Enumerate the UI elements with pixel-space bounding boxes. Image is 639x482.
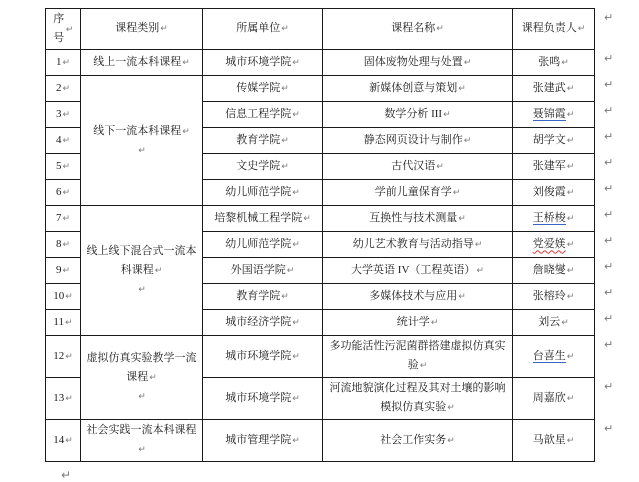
leader-cell[interactable] (513, 128, 595, 154)
pilcrow-icon: ↵ (149, 373, 157, 383)
department-cell[interactable] (203, 206, 323, 232)
pilcrow-icon: ↵ (62, 83, 71, 94)
pilcrow-icon: ↵ (604, 380, 614, 393)
pilcrow-icon: ↵ (604, 422, 614, 435)
leader-cell[interactable] (513, 154, 595, 180)
course-name-cell[interactable] (323, 378, 513, 420)
cell-text: 幼儿师范学院 (225, 185, 292, 198)
row-number-cell[interactable] (46, 310, 81, 336)
pilcrow-icon: ↵ (577, 24, 586, 34)
pilcrow-icon: ↵ (452, 187, 461, 198)
cell-text: 线下一流本科课程 (93, 124, 182, 137)
cell-text: 互换性与技术测量 (369, 211, 458, 224)
cell-text: 教育学院 (236, 289, 281, 302)
row-number-cell[interactable] (46, 154, 81, 180)
leader-name: 张鸣 (538, 55, 561, 68)
leader-cell[interactable] (513, 180, 595, 206)
course-name-cell[interactable] (323, 128, 513, 154)
cell-text: 培黎机械工程学院 (214, 211, 303, 224)
pilcrow-icon: ↵ (474, 239, 483, 250)
leader-name: 聂锦霞 (532, 107, 566, 120)
pilcrow-icon: ↵ (604, 52, 614, 65)
course-name-cell[interactable] (323, 310, 513, 336)
cell-text: 4 (55, 133, 62, 146)
leader-cell[interactable] (513, 258, 595, 284)
cell-text: 城市管理学院 (225, 433, 292, 446)
pilcrow-icon: ↵ (138, 445, 146, 455)
pilcrow-icon: ↵ (604, 338, 614, 351)
cell-text: 社会实践一流本科课程 (86, 424, 197, 436)
leader-name: 刘云 (538, 315, 561, 328)
pilcrow-icon: ↵ (182, 126, 190, 137)
table-row (46, 50, 595, 76)
pilcrow-icon: ↵ (62, 213, 71, 224)
leader-name: 张建武 (532, 81, 566, 94)
cell-text: 幼儿艺术教育与活动指导 (352, 237, 474, 250)
row-number-cell[interactable] (46, 336, 81, 378)
row-number-cell[interactable] (46, 180, 81, 206)
pilcrow-icon: ↵ (292, 393, 300, 404)
cell-text: 多媒体技术与应用 (369, 289, 458, 302)
pilcrow-icon: ↵ (566, 213, 575, 224)
leader-cell[interactable] (513, 206, 595, 232)
column-header-1[interactable] (81, 9, 203, 50)
leader-cell[interactable] (513, 336, 595, 378)
leader-cell[interactable] (513, 232, 595, 258)
department-cell[interactable] (203, 154, 323, 180)
cell-text: 统计学 (396, 315, 430, 328)
pilcrow-icon: ↵ (604, 286, 614, 299)
pilcrow-icon: ↵ (65, 393, 73, 404)
pilcrow-icon: ↵ (281, 291, 289, 302)
leader-cell[interactable] (513, 378, 595, 420)
cell-text: 课程负责人 (521, 22, 577, 34)
cell-text: 传媒学院 (236, 81, 281, 94)
course-name-cell[interactable] (323, 76, 513, 102)
cell-text: 5 (55, 159, 62, 172)
pilcrow-icon: ↵ (463, 57, 472, 68)
leader-name: 马歆星 (532, 433, 566, 446)
row-number-cell[interactable] (46, 420, 81, 462)
cell-text: 固体废物处理与处置 (363, 55, 463, 68)
courses-table (45, 8, 595, 462)
cell-text: 线上线下混合式一流本科课程 (86, 245, 197, 276)
course-name-cell[interactable] (323, 284, 513, 310)
pilcrow-icon: ↵ (292, 109, 300, 120)
pilcrow-icon: ↵ (138, 392, 146, 402)
pilcrow-icon: ↵ (604, 312, 614, 325)
row-number-cell[interactable] (46, 50, 81, 76)
cell-text: 河流地貌演化过程及其对土壤的影响模拟仿真实验 (329, 382, 506, 413)
column-header-4[interactable] (513, 9, 595, 50)
pilcrow-icon: ↵ (447, 403, 455, 413)
cell-text: 线上一流本科课程 (93, 55, 182, 68)
course-name-cell[interactable] (323, 180, 513, 206)
pilcrow-icon: ↵ (281, 83, 289, 94)
pilcrow-icon: ↵ (303, 213, 311, 224)
pilcrow-icon: ↵ (604, 130, 614, 143)
leader-name: 周嘉欣 (532, 391, 566, 404)
pilcrow-icon: ↵ (62, 57, 71, 68)
department-cell[interactable] (203, 336, 323, 378)
pilcrow-icon: ↵ (604, 11, 614, 24)
department-cell[interactable] (203, 284, 323, 310)
pilcrow-icon: ↵ (566, 435, 575, 446)
cell-text: 所属单位 (236, 22, 281, 34)
pilcrow-icon: ↵ (419, 361, 428, 371)
cell-text: 6 (55, 185, 62, 198)
row-number-cell[interactable] (46, 128, 81, 154)
leader-cell[interactable] (513, 420, 595, 462)
row-number-cell[interactable] (46, 284, 81, 310)
pilcrow-icon: ↵ (281, 24, 289, 34)
department-cell[interactable] (203, 76, 323, 102)
course-name-cell[interactable] (323, 232, 513, 258)
pilcrow-icon: ↵ (604, 208, 614, 221)
pilcrow-icon: ↵ (604, 260, 614, 273)
pilcrow-icon: ↵ (436, 161, 444, 172)
pilcrow-icon: ↵ (604, 182, 614, 195)
department-cell[interactable] (203, 128, 323, 154)
pilcrow-icon: ↵ (604, 104, 614, 117)
department-cell[interactable] (203, 378, 323, 420)
pilcrow-icon: ↵ (62, 109, 71, 120)
department-cell[interactable] (203, 420, 323, 462)
department-cell[interactable] (203, 232, 323, 258)
leader-name: 胡学文 (532, 133, 566, 146)
row-number-cell[interactable] (46, 232, 81, 258)
pilcrow-icon: ↵ (566, 393, 575, 404)
pilcrow-icon: ↵ (62, 135, 71, 146)
pilcrow-icon: ↵ (65, 24, 74, 35)
cell-text: 学前儿童保育学 (374, 185, 452, 198)
row-number-cell[interactable] (46, 378, 81, 420)
course-name-cell[interactable] (323, 50, 513, 76)
cell-text: 8 (55, 237, 62, 250)
pilcrow-icon: ↵ (292, 317, 300, 328)
category-cell[interactable] (81, 206, 203, 336)
cell-text: 7 (55, 211, 62, 224)
course-name-cell[interactable] (323, 258, 513, 284)
pilcrow-icon: ↵ (61, 468, 72, 482)
pilcrow-icon: ↵ (458, 291, 466, 302)
pilcrow-icon: ↵ (566, 109, 575, 120)
pilcrow-icon: ↵ (430, 317, 439, 328)
pilcrow-icon: ↵ (138, 145, 146, 156)
leader-cell[interactable] (513, 76, 595, 102)
cell-text: 城市环境学院 (225, 55, 292, 68)
pilcrow-icon: ↵ (566, 187, 575, 198)
cell-text: 文史学院 (236, 159, 281, 172)
pilcrow-icon: ↵ (292, 239, 300, 250)
pilcrow-icon: ↵ (286, 265, 295, 276)
leader-name: 张榕玲 (532, 289, 566, 302)
cell-text: 外国语学院 (230, 263, 286, 276)
cell-text: 静态网页设计与制作 (363, 133, 463, 146)
cell-text: 教育学院 (236, 133, 281, 146)
pilcrow-icon: ↵ (138, 285, 146, 295)
cell-text: 信息工程学院 (225, 107, 292, 120)
leader-name: 王桥梭 (532, 211, 566, 224)
pilcrow-icon: ↵ (447, 435, 455, 446)
pilcrow-icon: ↵ (65, 291, 73, 302)
pilcrow-icon: ↵ (65, 351, 73, 362)
cell-text: 1 (55, 55, 62, 68)
cell-text: 新媒体创意与策划 (369, 81, 458, 94)
pilcrow-icon: ↵ (292, 435, 300, 446)
cell-text: 社会工作实务 (380, 433, 447, 446)
leader-name: 刘俊霞 (532, 185, 566, 198)
category-cell[interactable] (81, 336, 203, 420)
department-cell[interactable] (203, 50, 323, 76)
pilcrow-icon: ↵ (566, 161, 575, 172)
leader-name: 台喜生 (532, 349, 566, 362)
pilcrow-icon: ↵ (463, 135, 472, 146)
category-cell[interactable] (81, 76, 203, 206)
leader-name: 党爱媄 (532, 237, 566, 250)
cell-text: 古代汉语 (391, 159, 436, 172)
cell-text: 序号 (53, 13, 65, 44)
cell-text: 多功能活性污泥菌群搭建虚拟仿真实验 (329, 340, 506, 371)
table-row (46, 336, 595, 378)
cell-text: 12 (53, 349, 65, 362)
cell-text: 城市经济学院 (225, 315, 292, 328)
leader-cell[interactable] (513, 102, 595, 128)
column-header-2[interactable] (203, 9, 323, 50)
pilcrow-icon: ↵ (561, 57, 569, 68)
pilcrow-icon: ↵ (65, 317, 73, 328)
cell-text: 课程名称 (391, 22, 436, 34)
pilcrow-icon: ↵ (62, 161, 71, 172)
cell-text: 课程类别 (115, 22, 160, 34)
column-header-0[interactable] (46, 9, 81, 50)
leader-name: 张建军 (532, 159, 566, 172)
row-number-cell[interactable] (46, 102, 81, 128)
category-cell[interactable] (81, 420, 203, 462)
row-number-cell[interactable] (46, 206, 81, 232)
pilcrow-icon: ↵ (566, 135, 575, 146)
course-name-cell[interactable] (323, 336, 513, 378)
row-number-cell[interactable] (46, 258, 81, 284)
pilcrow-icon: ↵ (62, 265, 71, 276)
cell-text: 虚拟仿真实验教学一流课程 (86, 352, 197, 383)
pilcrow-icon: ↵ (604, 156, 614, 169)
pilcrow-icon: ↵ (65, 435, 73, 446)
pilcrow-icon: ↵ (561, 317, 569, 328)
department-cell[interactable] (203, 310, 323, 336)
cell-text: 数学分析 III (384, 107, 443, 120)
cell-text: 大学英语 IV（工程英语） (351, 263, 476, 276)
leader-cell[interactable] (513, 310, 595, 336)
pilcrow-icon: ↵ (292, 351, 300, 362)
pilcrow-icon: ↵ (292, 187, 300, 198)
pilcrow-icon: ↵ (566, 265, 575, 276)
table-row (46, 76, 595, 102)
department-cell[interactable] (203, 102, 323, 128)
department-cell[interactable] (203, 258, 323, 284)
pilcrow-icon: ↵ (182, 57, 190, 68)
pilcrow-icon: ↵ (292, 57, 300, 68)
cell-text: 3 (55, 107, 62, 120)
pilcrow-icon: ↵ (566, 83, 575, 94)
column-header-3[interactable] (323, 9, 513, 50)
pilcrow-icon: ↵ (476, 265, 484, 276)
cell-text: 10 (53, 289, 65, 302)
cell-text: 2 (55, 81, 62, 94)
pilcrow-icon: ↵ (458, 213, 466, 224)
cell-text: 9 (55, 263, 62, 276)
course-name-cell[interactable] (323, 420, 513, 462)
pilcrow-icon: ↵ (604, 78, 614, 91)
pilcrow-icon: ↵ (436, 24, 444, 34)
pilcrow-icon: ↵ (281, 161, 289, 172)
pilcrow-icon: ↵ (566, 351, 575, 362)
pilcrow-icon: ↵ (604, 234, 614, 247)
department-cell[interactable] (203, 180, 323, 206)
cell-text: 14 (53, 433, 65, 446)
leader-cell[interactable] (513, 284, 595, 310)
pilcrow-icon: ↵ (281, 135, 289, 146)
course-name-cell[interactable] (323, 206, 513, 232)
pilcrow-icon: ↵ (160, 24, 168, 34)
cell-text: 11 (53, 315, 65, 328)
pilcrow-icon: ↵ (62, 239, 71, 250)
table-row (46, 206, 595, 232)
pilcrow-icon: ↵ (154, 266, 163, 276)
cell-text: 城市环境学院 (225, 349, 292, 362)
category-cell[interactable] (81, 50, 203, 76)
table-row (46, 420, 595, 462)
course-name-cell[interactable] (323, 154, 513, 180)
course-name-cell[interactable] (323, 102, 513, 128)
cell-text: 幼儿师范学院 (225, 237, 292, 250)
pilcrow-icon: ↵ (62, 187, 71, 198)
pilcrow-icon: ↵ (566, 239, 575, 250)
row-number-cell[interactable] (46, 76, 81, 102)
leader-name: 詹晓燮 (532, 263, 566, 276)
pilcrow-icon: ↵ (458, 83, 466, 94)
leader-cell[interactable] (513, 50, 595, 76)
pilcrow-icon: ↵ (443, 109, 451, 120)
pilcrow-icon: ↵ (566, 291, 575, 302)
cell-text: 城市环境学院 (225, 391, 292, 404)
cell-text: 13 (53, 391, 65, 404)
